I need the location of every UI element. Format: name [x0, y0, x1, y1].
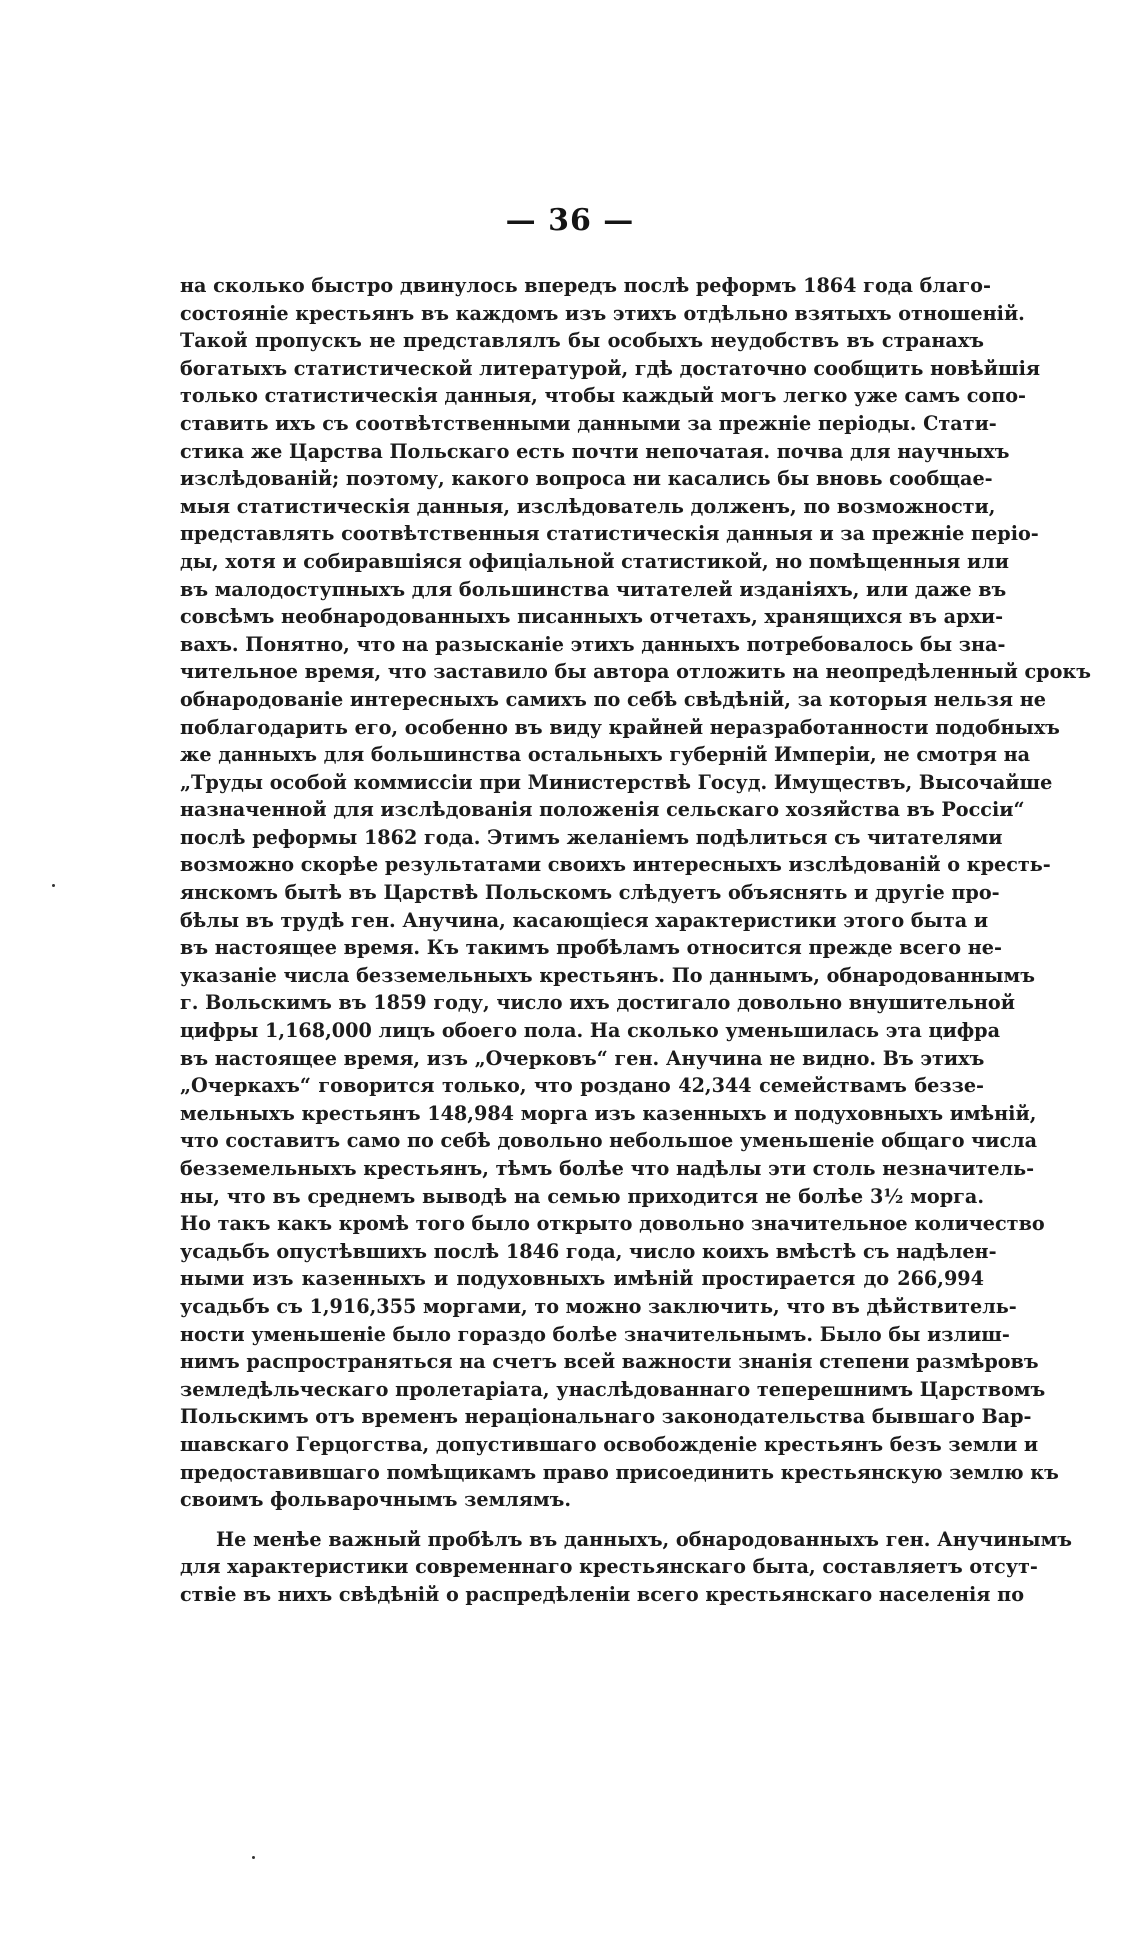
scan-speck — [252, 1856, 255, 1859]
text-line: поблагодарить его, особенно въ виду крайней неразработанности подобныхъ — [180, 715, 1060, 739]
page-number: — 36 — — [505, 203, 635, 238]
text-line: цифры 1,168,000 лицъ обоего пола. На сколько уменьшилась эта цифра — [180, 1019, 1001, 1043]
text-line: „Труды особой коммиссіи при Министерствѣ Госуд. Имуществъ, Высочайше — [180, 770, 1053, 794]
text-line: шавскаго Герцогства, допустившаго освобожденіе крестьянъ безъ земли и — [180, 1432, 1039, 1456]
text-line: въ малодоступныхъ для большинства читателей изданіяхъ, или даже въ — [180, 577, 1007, 601]
scan-speck — [52, 884, 55, 887]
text-line: бѣлы въ трудѣ ген. Анучина, касающіеся характеристики этого быта и — [180, 908, 989, 932]
text-line: ны, что въ среднемъ выводѣ на семью приходится не болѣе 3½ морга. — [180, 1184, 984, 1208]
text-line: послѣ реформы 1862 года. Этимъ желаніемъ подѣлиться съ читателями — [180, 825, 1003, 849]
text-line: предоставившаго помѣщикамъ право присоединить крестьянскую землю къ — [180, 1460, 1059, 1484]
text-line: вахъ. Понятно, что на разысканіе этихъ данныхъ потребовалось бы зна- — [180, 632, 1006, 656]
text-line: богатыхъ статистической литературой, гдѣ достаточно сообщить новѣйшія — [180, 356, 1041, 380]
text-line: представлять соотвѣтственныя статистическія данныя и за прежніе періо- — [180, 522, 1039, 546]
text-line: что составитъ само по себѣ довольно небольшое уменьшеніе общаго числа — [180, 1129, 1038, 1153]
text-line: въ настоящее время. Къ такимъ пробѣламъ относится прежде всего не- — [180, 936, 1002, 960]
text-line: г. Вольскимъ въ 1859 году, число ихъ достигало довольно внушительной — [180, 991, 1015, 1015]
text-line: же данныхъ для большинства остальныхъ губерній Имперіи, не смотря на — [180, 743, 1031, 767]
text-line: ды, хотя и собиравшіяся офиціальной статистикой, но помѣщенныя или — [180, 549, 1009, 573]
text-line: на сколько быстро двинулось впередъ послѣ реформъ 1864 года благо- — [180, 274, 991, 297]
text-line: безземельныхъ крестьянъ, тѣмъ болѣе что надѣлы эти столь незначитель- — [180, 1157, 1035, 1180]
text-line: Но такъ какъ кромѣ того было открыто довольно значительное количество — [180, 1212, 1045, 1236]
paragraph-2 — [180, 1526, 1072, 1609]
text-line: изслѣдованій; поэтому, какого вопроса ни касались бы вновь сообщае- — [180, 467, 993, 491]
body-text — [180, 272, 1091, 1609]
text-line: усадьбъ опустѣвшихъ послѣ 1846 года, число коихъ вмѣстѣ съ надѣлен- — [180, 1239, 997, 1263]
text-line: въ настоящее время, изъ „Очерковъ“ ген. Анучина не видно. Въ этихъ — [180, 1046, 985, 1070]
text-line: мельныхъ крестьянъ 148,984 морга изъ казенныхъ и подуховныхъ имѣній, — [180, 1101, 1037, 1125]
text-line: стика же Царства Польскаго есть почти непочатая. почва для научныхъ — [180, 439, 1010, 463]
text-line: земледѣльческаго пролетаріата, унаслѣдованнаго теперешнимъ Царствомъ — [180, 1377, 1046, 1401]
text-line: „Очеркахъ“ говорится только, что роздано 42,344 семействамъ беззе- — [180, 1074, 984, 1098]
text-line: янскомъ бытѣ въ Царствѣ Польскомъ слѣдуетъ объяснять и другіе про- — [180, 881, 1000, 905]
text-line: обнародованіе интересныхъ самихъ по себѣ свѣдѣній, за которыя нельзя не — [180, 687, 1046, 711]
paragraph-1 — [180, 272, 1091, 1514]
text-line: мыя статистическія данныя, изслѣдователь долженъ, по возможности, — [180, 494, 996, 518]
text-line: состояніе крестьянъ въ каждомъ изъ этихъ отдѣльно взятыхъ отношеній. — [180, 301, 1025, 325]
text-line: своимъ фольварочнымъ землямъ. — [180, 1488, 572, 1512]
text-line: для характеристики современнаго крестьянскаго быта, составляетъ отсут- — [180, 1555, 1038, 1579]
text-line: ности уменьшеніе было гораздо болѣе значительнымъ. Было бы излиш- — [180, 1322, 1010, 1346]
text-line: чительное время, что заставило бы автора отложить на неопредѣленный срокъ — [180, 660, 1091, 684]
text-line: ствіе въ нихъ свѣдѣній о распредѣленіи всего крестьянскаго населенія по — [180, 1582, 1024, 1606]
text-line: Не менѣе важный пробѣлъ въ данныхъ, обнародованныхъ ген. Анучинымъ — [216, 1527, 1072, 1551]
text-line: совсѣмъ необнародованныхъ писанныхъ отчетахъ, хранящихся въ архи- — [180, 605, 1004, 629]
text-line: усадьбъ съ 1,916,355 моргами, то можно заключить, что въ дѣйствитель- — [180, 1294, 1017, 1318]
text-line: назначенной для изслѣдованія положенія сельскаго хозяйства въ Россіи“ — [180, 798, 1025, 822]
text-line: указаніе числа безземельныхъ крестьянъ. По даннымъ, обнародованнымъ — [180, 963, 1035, 987]
text-line: ставить ихъ съ соотвѣтственными данными за прежніе періоды. Стати- — [180, 411, 997, 435]
text-line: возможно скорѣе результатами своихъ интересныхъ изслѣдованій о кресть- — [180, 853, 1051, 877]
text-line: Польскимъ отъ временъ нераціональнаго законодательства бывшаго Вар- — [180, 1405, 1032, 1429]
text-line: нимъ распространяться на счетъ всей важности знанія степени размѣровъ — [180, 1350, 1039, 1374]
text-line: ными изъ казенныхъ и подуховныхъ имѣній простирается до 266,994 — [180, 1267, 984, 1291]
text-line: Такой пропускъ не представлялъ бы особыхъ неудобствъ въ странахъ — [180, 329, 984, 353]
text-line: только статистическія данныя, чтобы каждый могъ легко уже самъ сопо- — [180, 384, 1027, 408]
